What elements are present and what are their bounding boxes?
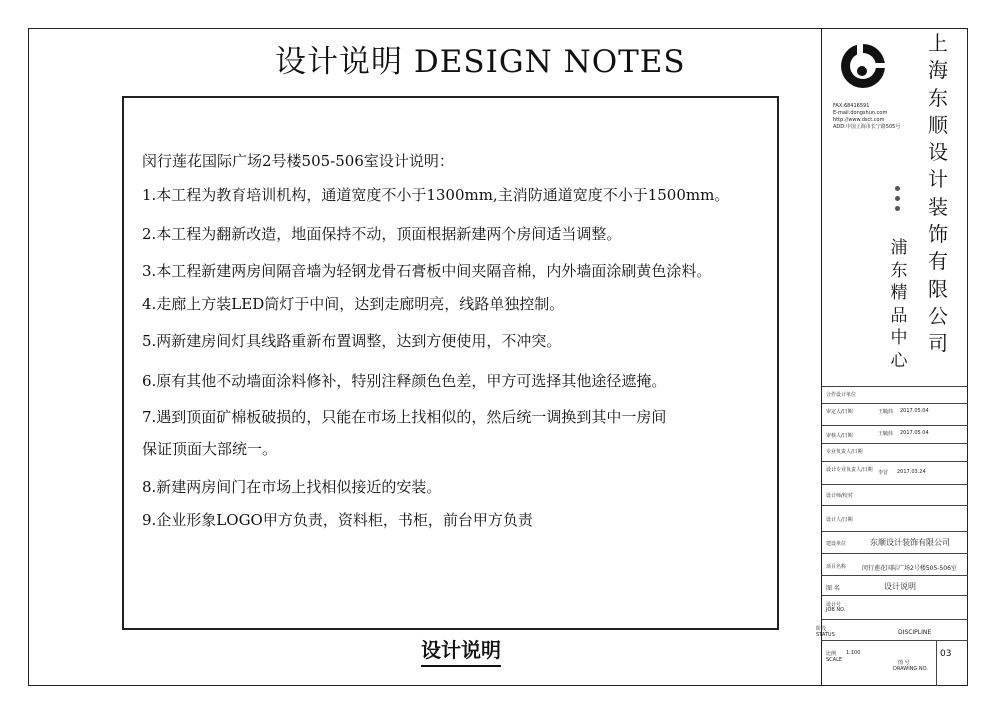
branch-char: 浦 — [890, 238, 908, 258]
company-char: 顺 — [928, 112, 948, 137]
company-char: 限 — [928, 276, 948, 301]
notes-box — [122, 96, 779, 630]
branch-char: 心 — [890, 350, 908, 371]
divider — [822, 505, 968, 506]
divider — [822, 531, 968, 532]
note-line: 9.企业形象LOGO甲方负责，资料柜，书柜，前台甲方负责 — [142, 511, 533, 529]
divider — [822, 640, 968, 641]
company-char: 装 — [928, 194, 948, 219]
drawing-title-value: 设计说明 — [884, 582, 916, 591]
fax-text: FAX:68416591 — [833, 103, 870, 109]
design-lead-date: 2017.03.24 — [897, 469, 926, 475]
company-char: 上 — [928, 31, 948, 55]
divider — [822, 386, 968, 387]
design-lead-name: 李冒 — [878, 470, 889, 476]
note-line: 1.本工程为教育培训机构，通道宽度不小于1300mm,主消防通道宽度不小于1500mm。 — [142, 186, 730, 204]
drawing-no-sub: DRAWING NO. — [893, 666, 928, 672]
scale-value: 1:100 — [846, 650, 861, 656]
divider — [822, 484, 968, 485]
divider — [822, 553, 968, 554]
company-logo-icon — [838, 41, 888, 91]
branch-char: 中 — [890, 328, 908, 348]
contact-info — [833, 103, 900, 131]
divider — [822, 461, 968, 462]
job-no-sub: JOB NO. — [826, 607, 846, 613]
address-text: ADD:中国上海市长宁路505号 — [833, 124, 901, 130]
divider — [822, 595, 968, 596]
client-label: 建设单位 — [826, 541, 847, 547]
company-char: 海 — [928, 58, 948, 83]
decorative-dots — [893, 186, 903, 216]
client-value: 东顺设计装饰有限公司 — [870, 538, 950, 547]
status-sub: STATUS — [816, 632, 835, 638]
designer-checker-label: 设计师/校对 — [826, 493, 853, 499]
note-line: 3.本工程新建两房间隔音墙为轻钢龙骨石膏板中间夹隔音棉，内外墙面涂刷黄色涂料。 — [142, 262, 712, 280]
branch-char: 精 — [890, 283, 908, 303]
branch-name — [886, 237, 912, 372]
divider — [822, 443, 968, 444]
approver-label: 审定人/日期 — [826, 409, 853, 415]
divider — [936, 640, 937, 686]
note-line: 8.新建两房间门在市场上找相似接近的安装。 — [142, 478, 442, 496]
discipline-lead-label: 专业负责人/日期 — [826, 449, 863, 455]
company-char: 饰 — [928, 222, 948, 247]
design-lead-label: 设计专业负责人/日期 — [826, 467, 873, 473]
scale-sub: SCALE — [826, 657, 843, 663]
reviewer-name: 王毓炜 — [878, 431, 894, 437]
divider — [822, 425, 968, 426]
note-line: 2.本工程为翻新改造，地面保持不动，顶面根据新建两个房间适当调整。 — [142, 225, 622, 243]
note-line: 4.走廊上方装LED筒灯于中间，达到走廊明亮，线路单独控制。 — [142, 295, 565, 313]
reviewer-date: 2017.05.04 — [900, 430, 929, 436]
divider — [822, 575, 968, 576]
designer-date-label: 设计人/日期 — [826, 517, 853, 523]
company-name — [925, 30, 951, 358]
divider — [822, 619, 968, 620]
drawing-caption: 设计说明 — [421, 634, 501, 667]
branch-char: 品 — [890, 305, 908, 326]
notes-intro: 闵行莲花国际广场2号楼505-506室设计说明： — [142, 152, 454, 170]
cooperation-label: 合作设计单位 — [826, 392, 857, 398]
note-line: 5.两新建房间灯具线路重新布置调整，达到方便使用，不冲突。 — [142, 332, 562, 350]
scale-label: 比例 — [826, 651, 837, 657]
project-label: 项目名称 — [826, 564, 847, 570]
approver-name: 王毓炜 — [878, 409, 894, 415]
drawing-no-label: 图 号 — [898, 660, 910, 666]
approver-date: 2017.05.04 — [900, 408, 929, 414]
branch-char: 东 — [890, 260, 908, 281]
company-char: 公 — [928, 303, 948, 328]
reviewer-label: 审核人/日期 — [826, 433, 853, 439]
divider — [822, 403, 968, 404]
page-title: 设计说明 DESIGN NOTES — [275, 44, 686, 80]
sheet-number: 03 — [940, 649, 952, 659]
drawing-title-label: 图 名 — [826, 585, 840, 592]
note-line: 保证顶面大部统一。 — [142, 440, 278, 458]
note-line: 7.遇到顶面矿棉板破损的，只能在市场上找相似的，然后统一调换到其中一房间 — [142, 408, 667, 426]
company-char: 设 — [928, 140, 948, 165]
status-value: DISCIPLINE — [898, 629, 932, 636]
job-no-label: 设计号 — [826, 602, 842, 608]
email-text: E-mail:dongshun.com — [833, 110, 888, 116]
company-char: 有 — [928, 249, 948, 274]
company-char: 司 — [928, 331, 948, 356]
status-label: 阶段 — [816, 626, 827, 632]
note-line: 6.原有其他不动墙面涂料修补，特别注释颜色色差，甲方可选择其他途径遮掩。 — [142, 372, 667, 390]
company-char: 东 — [928, 85, 948, 110]
company-char: 计 — [928, 167, 948, 192]
website-text: http://www.dsct.com — [833, 117, 885, 123]
project-value: 闵行莲花国际广场2号楼505-506室 — [862, 565, 957, 572]
